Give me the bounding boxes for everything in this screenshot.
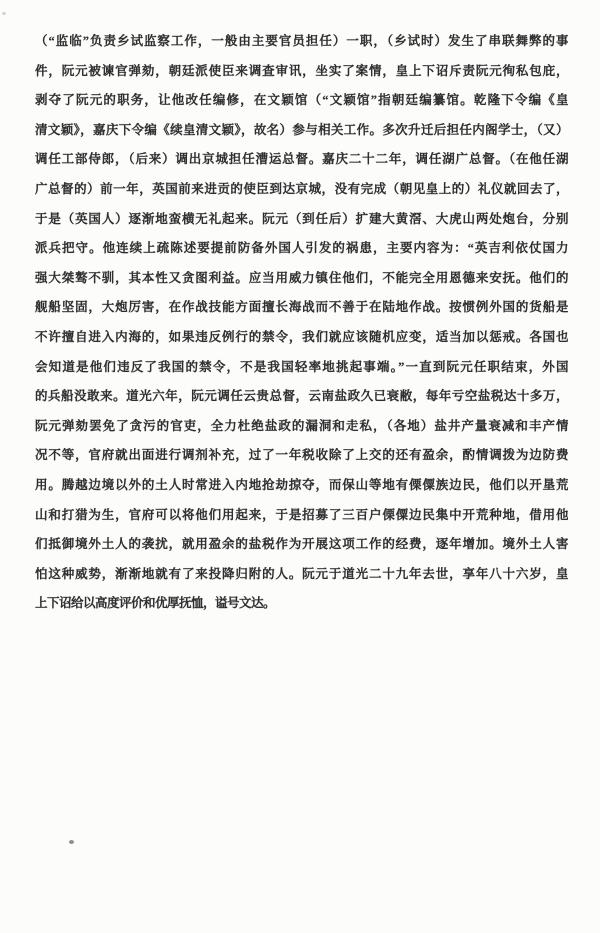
scan-speck bbox=[2, 12, 6, 15]
text-line: 们抵御境外土人的袭扰，就用盈余的盐税作为开展这项工作的经费，逐年增加。境外土人害 bbox=[35, 537, 568, 552]
text-line: 况不等，官府就出面进行调剂补充，过了一年税收除了上交的还有盈余，酌情调拨为边防费 bbox=[35, 448, 568, 463]
text-line: 件，阮元被谏官弹劾，朝廷派使臣来调查审讯，坐实了案情，皇上下诏斥责阮元徇私包庇， bbox=[35, 63, 568, 78]
text-line: （“监临”负责乡试监察工作，一般由主要官员担任）一职，（乡试时）发生了串联舞弊的事 bbox=[35, 34, 568, 48]
text-line: 派兵把守。他连续上疏陈述要提前防备外国人引发的祸患，主要内容为：“英吉利依仗国力 bbox=[35, 241, 568, 256]
text-line: 用。腾越边境以外的土人时常进入内地抢劫掠夺，而保山等地有傈僳族边民，他们以开垦荒 bbox=[35, 477, 568, 492]
text-line: 调任工部侍郎，（后来）调出京城担任漕运总督。嘉庆二十二年，调任湖广总督。（在他任湖 bbox=[35, 152, 568, 167]
text-line: 山和打猎为生，官府可以将他们用起来，于是招募了三百户傈僳边民集中开荒种地，借用他 bbox=[35, 507, 568, 522]
scan-speck bbox=[69, 840, 74, 844]
text-line: 的兵船没敢来。道光六年，阮元调任云贵总督，云南盐政久已衰敝，每年亏空盐税达十多万， bbox=[35, 389, 568, 404]
text-line: 于是（英国人）逐渐地蛮横无礼起来。阮元（到任后）扩建大黄滘、大虎山两处炮台，分别 bbox=[35, 211, 568, 226]
text-line: 剥夺了阮元的职务，让他改任编修，在文颖馆（“文颖馆”指朝廷编纂馆。乾隆下令编《皇 bbox=[35, 93, 568, 108]
text-line: 不许擅自进入内海的，如果违反例行的禁令，我们就应该随机应变，适当加以惩戒。各国也 bbox=[35, 329, 568, 344]
text-line: 广总督的）前一年，英国前来进贡的使臣到达京城，没有完成（朝见皇上的）礼仪就回去了， bbox=[35, 181, 568, 196]
text-line: 清文颖》，嘉庆下令编《续皇清文颖》，故名）参与相关工作。多次升迁后担任内阁学士，（又） bbox=[35, 122, 568, 137]
document-text bbox=[35, 27, 568, 619]
text-line: 怕这种威势，渐渐地就有了来投降归附的人。阮元于道光二十九年去世，享年八十六岁，皇 bbox=[35, 566, 568, 581]
text-line: 上下诏给以高度评价和优厚抚恤，谥号文达。 bbox=[35, 596, 276, 611]
text-line: 阮元弹劾罢免了贪污的官吏，全力杜绝盐政的漏洞和走私，（各地）盐井产量衰减和丰产情 bbox=[35, 418, 568, 433]
text-line: 会知道是他们违反了我国的禁令，不是我国轻率地挑起事端。”一直到阮元任职结束，外国 bbox=[35, 359, 568, 374]
text-line: 强大桀骜不驯，其本性又贪图利益。应当用威力镇住他们，不能完全用恩德来安抚。他们的 bbox=[35, 270, 568, 285]
text-line: 舰船坚固，大炮厉害，在作战技能方面擅长海战而不善于在陆地作战。按惯例外国的货船是 bbox=[35, 300, 568, 315]
